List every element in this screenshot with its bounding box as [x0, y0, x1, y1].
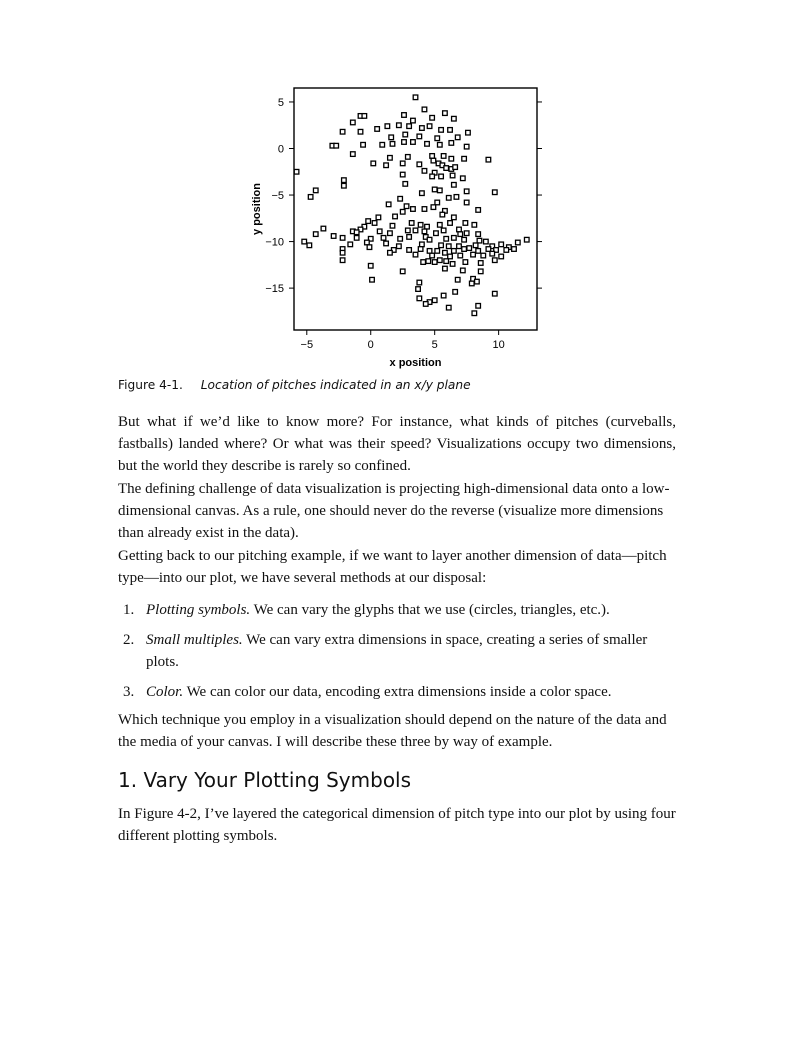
x-tick-label: 0 [367, 339, 374, 351]
y-tick-label: 5 [277, 96, 284, 109]
data-point [443, 111, 448, 116]
data-point [430, 253, 435, 258]
data-point [417, 280, 422, 285]
data-point [478, 269, 483, 274]
data-point [354, 230, 359, 235]
data-point [370, 277, 375, 282]
data-point [443, 250, 448, 255]
data-point [486, 247, 491, 252]
data-point [354, 236, 359, 241]
data-point [427, 249, 432, 254]
paragraph-4: Which technique you employ in a visualization should depend on the nature of the data and the media of your canvas. I will describe these three by way of example. [118, 712, 667, 750]
data-point [397, 244, 402, 249]
data-point [450, 262, 455, 267]
data-point [342, 178, 347, 183]
data-point [418, 223, 423, 228]
list-number: 3. [123, 684, 135, 700]
data-point [461, 176, 466, 181]
data-point [450, 173, 455, 178]
data-point [438, 188, 443, 193]
y-tick-label: −5 [271, 190, 284, 203]
data-point [340, 236, 345, 241]
data-point [446, 305, 451, 310]
data-point [466, 130, 471, 135]
data-point [422, 169, 427, 174]
data-point [462, 156, 467, 161]
data-point [358, 129, 363, 134]
list-text: We can vary the glyphs that we use (circles, triangles, etc.). [250, 602, 610, 618]
data-point [449, 156, 454, 161]
data-point [365, 240, 370, 245]
section-heading: 1. Vary Your Plotting Symbols [118, 768, 412, 792]
y-tick-label: −10 [265, 236, 284, 249]
data-point [441, 154, 446, 159]
data-point [384, 241, 389, 246]
list-number: 1. [123, 602, 135, 618]
data-point [499, 242, 504, 247]
list-item [118, 629, 676, 673]
data-point [453, 290, 458, 295]
data-point [476, 232, 481, 237]
data-point [417, 296, 422, 301]
data-point [430, 115, 435, 120]
data-point [421, 260, 426, 265]
data-point [368, 263, 373, 268]
data-point [435, 249, 440, 254]
y-tick-label: 0 [277, 143, 284, 156]
data-point [432, 187, 437, 192]
data-point [453, 165, 458, 170]
data-point [340, 250, 345, 255]
data-point [423, 302, 428, 307]
list-text: We can color our data, encoding extra dimensions inside a color space. [183, 684, 612, 700]
data-point [393, 214, 398, 219]
data-point [388, 156, 393, 161]
data-point [486, 157, 491, 162]
data-point [452, 215, 457, 220]
data-point [464, 189, 469, 194]
data-point [398, 196, 403, 201]
paragraph-5: In Figure 4-2, I’ve layered the categorical dimension of pitch type into our plot by using four different plotting symbols. [118, 806, 676, 844]
paragraph-2: The defining challenge of data visualization is projecting high-dimensional data onto a low-dimensional canvas. As a rule, one should never do the reverse (visualize more dimensions than already exist in the data). [118, 481, 670, 541]
data-point [400, 269, 405, 274]
data-point [308, 195, 313, 200]
figure-caption [118, 378, 471, 392]
data-point [390, 142, 395, 147]
data-point [439, 128, 444, 133]
data-point [427, 124, 432, 129]
data-point [438, 142, 443, 147]
data-point [340, 258, 345, 263]
data-point [463, 221, 468, 226]
data-point [422, 229, 427, 234]
data-point [457, 227, 462, 232]
data-point [441, 228, 446, 233]
data-point [411, 207, 416, 212]
x-axis-label: x position [389, 357, 442, 369]
list-item [118, 681, 676, 703]
data-point [444, 259, 449, 264]
data-point [475, 279, 480, 284]
data-point [492, 291, 497, 296]
data-point [386, 202, 391, 207]
data-point [402, 140, 407, 145]
data-point [448, 254, 453, 259]
list-term: Color. [146, 684, 184, 700]
data-point [331, 234, 336, 239]
data-point [413, 228, 418, 233]
data-point [427, 237, 432, 242]
data-point [458, 232, 463, 237]
data-point [476, 208, 481, 213]
data-point [348, 242, 353, 247]
data-point [400, 209, 405, 214]
data-point [367, 245, 372, 250]
data-point [407, 248, 412, 253]
data-point [420, 191, 425, 196]
data-point [461, 268, 466, 273]
data-point [444, 236, 449, 241]
data-point [417, 134, 422, 139]
data-point [362, 114, 367, 119]
data-point [478, 261, 483, 266]
data-point [463, 260, 468, 265]
data-point [425, 142, 430, 147]
data-point [464, 231, 469, 236]
paragraph-1: But what if we’d like to know more? For instance, what kinds of pitches (curveballs, fastballs) landed where? Or what was their speed? Visualizations occupy two dimensions, but the world they describe is rarely so confined. [118, 414, 676, 474]
x-tick-label: 10 [492, 339, 505, 351]
data-point [400, 172, 405, 177]
data-point [321, 226, 326, 231]
data-point [351, 152, 356, 157]
data-point [416, 287, 421, 292]
data-point [390, 223, 395, 228]
data-point [351, 120, 356, 125]
data-point [430, 174, 435, 179]
data-point [302, 239, 307, 244]
data-point [438, 258, 443, 263]
data-point [431, 158, 436, 163]
data-point [458, 253, 463, 258]
data-point [375, 127, 380, 132]
data-point [294, 169, 299, 174]
data-point [467, 246, 472, 251]
data-point [371, 161, 376, 166]
data-point [481, 253, 486, 258]
data-point [484, 239, 489, 244]
data-point [490, 251, 495, 256]
figure-caption-text: Location of pitches indicated in an x/y plane [200, 378, 471, 392]
data-point [452, 116, 457, 121]
data-point [435, 200, 440, 205]
data-point [384, 163, 389, 168]
data-point [443, 266, 448, 271]
data-point [385, 124, 390, 129]
data-point [403, 132, 408, 137]
data-point [422, 207, 427, 212]
data-point [420, 126, 425, 131]
data-point [389, 135, 394, 140]
data-point [441, 293, 446, 298]
data-point [430, 154, 435, 159]
data-point [504, 248, 509, 253]
data-point [340, 129, 345, 134]
data-point [438, 223, 443, 228]
data-point [492, 190, 497, 195]
data-point [313, 188, 318, 193]
data-point [342, 183, 347, 188]
data-point [409, 221, 414, 226]
data-point [464, 144, 469, 149]
data-point [377, 229, 382, 234]
data-point [457, 244, 462, 249]
data-point [452, 183, 457, 188]
y-axis-label: y position [251, 183, 263, 235]
data-point [366, 219, 371, 224]
list-term: Plotting symbols. [146, 602, 251, 618]
methods-list [118, 599, 676, 703]
data-point [516, 240, 521, 245]
data-point [477, 238, 482, 243]
data-point [372, 221, 377, 226]
data-point [439, 174, 444, 179]
data-point [524, 237, 529, 242]
data-point [334, 143, 339, 148]
data-point [472, 311, 477, 316]
data-point [397, 123, 402, 128]
data-point [418, 247, 423, 252]
data-point [446, 196, 451, 201]
data-point [431, 205, 436, 210]
data-point [499, 254, 504, 259]
data-point [476, 304, 481, 309]
data-point [449, 141, 454, 146]
data-point [472, 223, 477, 228]
data-point [448, 221, 453, 226]
data-point [402, 113, 407, 118]
data-point [434, 231, 439, 236]
data-point [400, 161, 405, 166]
data-point [407, 124, 412, 129]
data-point [417, 162, 422, 167]
x-tick-label: 5 [431, 339, 438, 351]
data-point [473, 243, 478, 248]
data-point [388, 250, 393, 255]
data-point [380, 142, 385, 147]
data-point [454, 195, 459, 200]
scatter-plot [236, 86, 556, 378]
data-point [420, 242, 425, 247]
list-item [118, 599, 676, 621]
data-point [425, 224, 430, 229]
data-point [462, 237, 467, 242]
data-point [448, 128, 453, 133]
data-point [381, 236, 386, 241]
data-point [426, 259, 431, 264]
data-point [492, 258, 497, 263]
data-point [411, 118, 416, 123]
data-point [435, 136, 440, 141]
y-tick-label: −15 [265, 283, 284, 296]
list-text: We can vary extra dimensions in space, creating a series of smaller plots. [146, 632, 648, 670]
data-point [455, 277, 460, 282]
x-tick-label: −5 [300, 339, 314, 351]
data-point [361, 142, 366, 147]
paragraph-3: Getting back to our pitching example, if we want to layer another dimension of data—pitch type—into our plot, we have several methods at our disposal: [118, 548, 667, 586]
data-point [446, 244, 451, 249]
data-point [452, 236, 457, 241]
data-point [432, 298, 437, 303]
data-point [403, 182, 408, 187]
data-point [440, 212, 445, 217]
data-point [452, 249, 457, 254]
data-point [413, 95, 418, 100]
list-number: 2. [123, 632, 135, 648]
data-point [407, 235, 412, 240]
data-point [398, 236, 403, 241]
data-point [512, 247, 517, 252]
data-point [462, 247, 467, 252]
data-point [471, 252, 476, 257]
data-point [406, 155, 411, 160]
data-point [432, 260, 437, 265]
data-point [313, 232, 318, 237]
data-point [444, 166, 449, 171]
data-point [455, 135, 460, 140]
data-point [464, 200, 469, 205]
list-term: Small multiples. [146, 632, 243, 648]
data-point [413, 252, 418, 257]
data-point [404, 204, 409, 209]
data-point [376, 215, 381, 220]
data-point [406, 228, 411, 233]
data-point [469, 281, 474, 286]
data-point [307, 243, 312, 248]
data-point [411, 140, 416, 145]
data-point [388, 231, 393, 236]
figure-number: Figure 4-1. [118, 378, 183, 392]
data-point [422, 107, 427, 112]
data-point [476, 249, 481, 254]
data-point [439, 243, 444, 248]
